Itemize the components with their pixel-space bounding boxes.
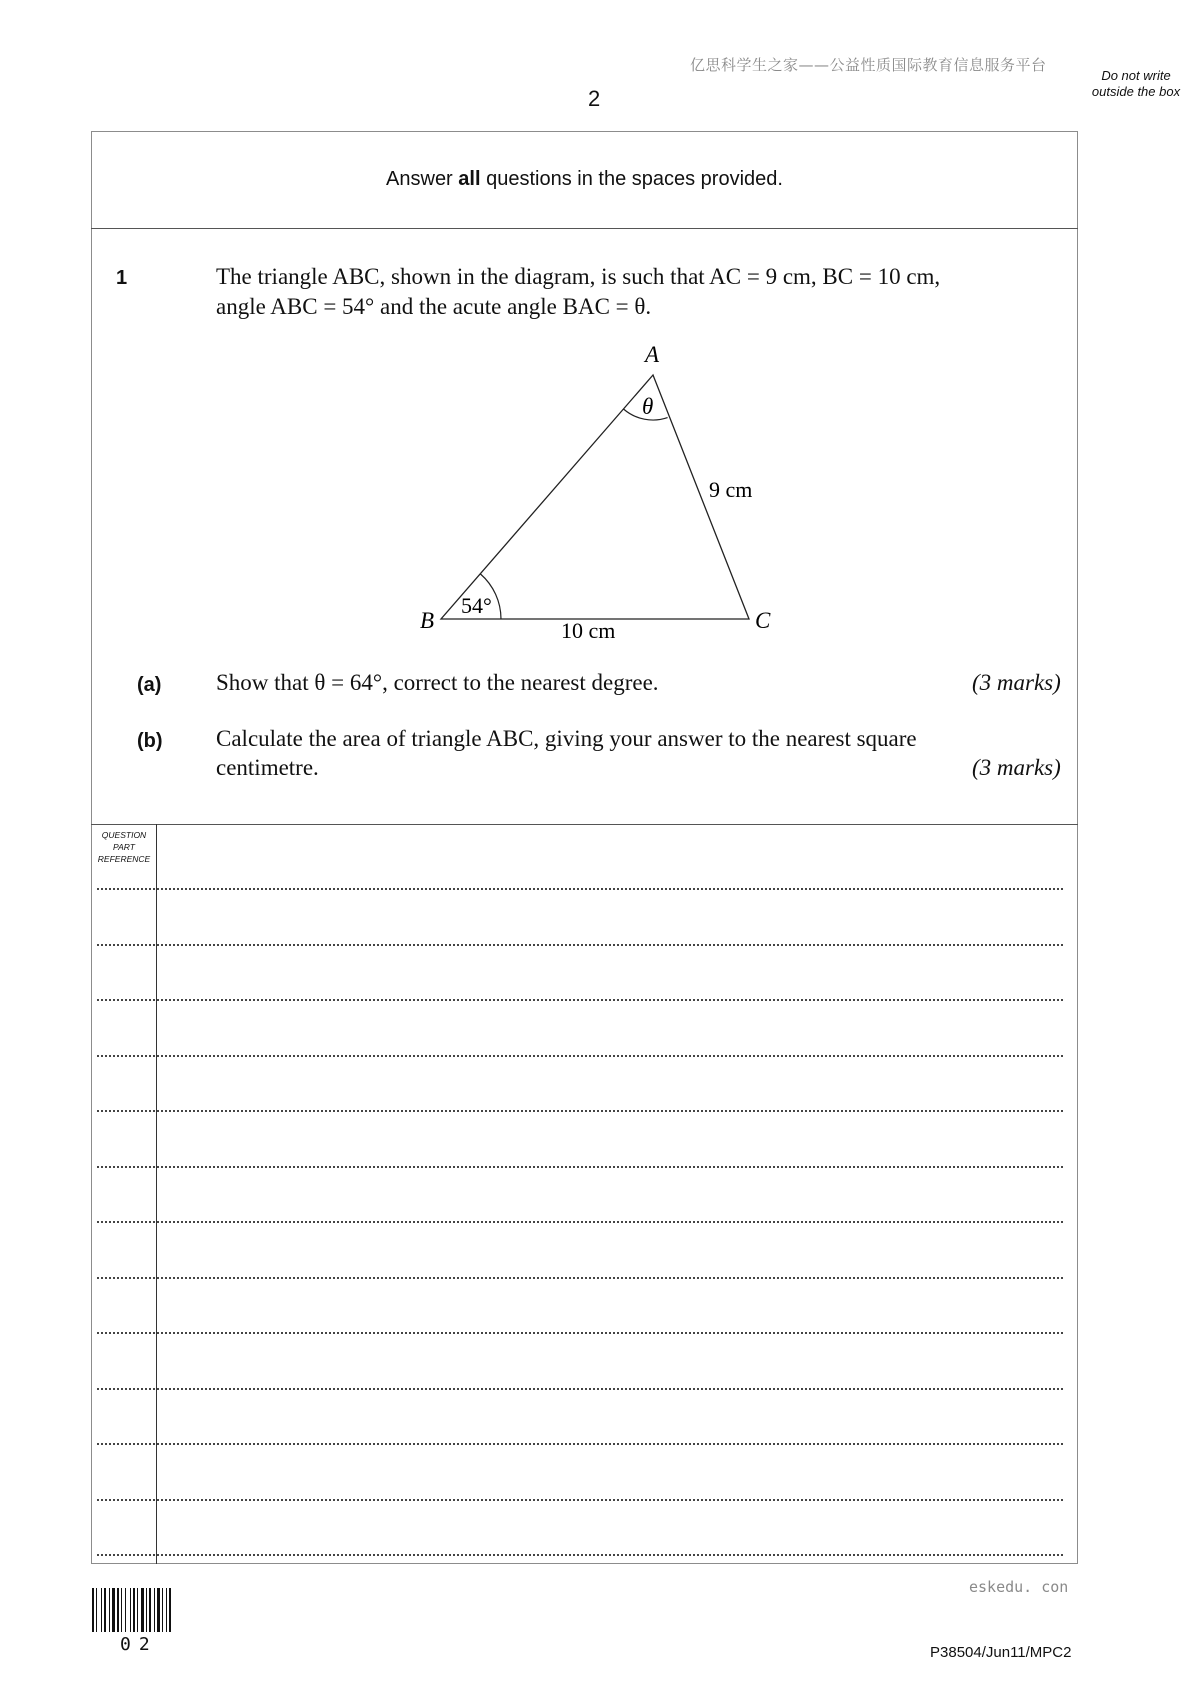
instructions-text bbox=[386, 168, 783, 191]
part-a-label: (a) bbox=[137, 674, 162, 696]
page-number: 2 bbox=[588, 86, 601, 111]
part-b-marks: (3 marks) bbox=[972, 755, 1061, 780]
paper-reference: P38504/Jun11/MPC2 bbox=[930, 1644, 1072, 1661]
question-line-2: angle ABC = 54° and the acute angle BAC = θ. bbox=[216, 294, 652, 319]
answer-line[interactable] bbox=[97, 999, 1063, 1001]
answer-line[interactable] bbox=[97, 1221, 1063, 1223]
vertex-c-label: C bbox=[755, 608, 771, 633]
instructions-box bbox=[91, 131, 1078, 229]
side-bc-label: 10 cm bbox=[561, 618, 616, 643]
vertex-b-label: B bbox=[420, 608, 435, 633]
part-b-label: (b) bbox=[137, 730, 163, 752]
question-text bbox=[216, 262, 1066, 322]
barcode-number: 02 bbox=[120, 1634, 158, 1655]
barcode-image bbox=[92, 1588, 194, 1632]
answer-line[interactable] bbox=[97, 1055, 1063, 1057]
part-b-text-2: centimetre. bbox=[216, 755, 319, 780]
instructions-before: Answer bbox=[386, 168, 459, 190]
side-ac-label: 9 cm bbox=[709, 477, 753, 502]
answer-line[interactable] bbox=[97, 1499, 1063, 1501]
instructions-bold: all bbox=[458, 168, 481, 190]
angle-b-label: 54° bbox=[461, 593, 492, 618]
question-number: 1 bbox=[116, 267, 128, 289]
answer-area[interactable] bbox=[91, 824, 1078, 1564]
answer-line[interactable] bbox=[97, 1166, 1063, 1168]
part-b-text: Calculate the area of triangle ABC, giving your answer to the nearest square bbox=[216, 726, 917, 751]
angle-a-label: θ bbox=[642, 394, 654, 419]
part-a-text: Show that θ = 64°, correct to the nearest degree. bbox=[216, 670, 659, 695]
answer-line[interactable] bbox=[97, 1554, 1063, 1556]
triangle-diagram bbox=[400, 335, 800, 645]
answer-line[interactable] bbox=[97, 1443, 1063, 1445]
watermark-text: 亿思科学生之家——公益性质国际教育信息服务平台 bbox=[690, 56, 1047, 74]
instructions-after: questions in the spaces provided. bbox=[480, 168, 783, 190]
margin-note: Do not write outside the box bbox=[1091, 68, 1181, 99]
site-watermark: eskedu. con bbox=[969, 1578, 1069, 1596]
answer-line[interactable] bbox=[97, 1332, 1063, 1334]
answer-line[interactable] bbox=[97, 1110, 1063, 1112]
reference-label: QUESTION PART REFERENCE bbox=[97, 830, 151, 864]
question-line-1: The triangle ABC, shown in the diagram, is such that AC = 9 cm, BC = 10 cm, bbox=[216, 264, 941, 289]
part-a-marks: (3 marks) bbox=[972, 670, 1061, 695]
answer-line[interactable] bbox=[97, 888, 1063, 890]
answer-line[interactable] bbox=[97, 1388, 1063, 1390]
reference-column bbox=[91, 824, 157, 1564]
vertex-a-label: A bbox=[645, 342, 660, 367]
answer-line[interactable] bbox=[97, 1277, 1063, 1279]
triangle-outline bbox=[441, 375, 749, 619]
answer-line[interactable] bbox=[97, 944, 1063, 946]
